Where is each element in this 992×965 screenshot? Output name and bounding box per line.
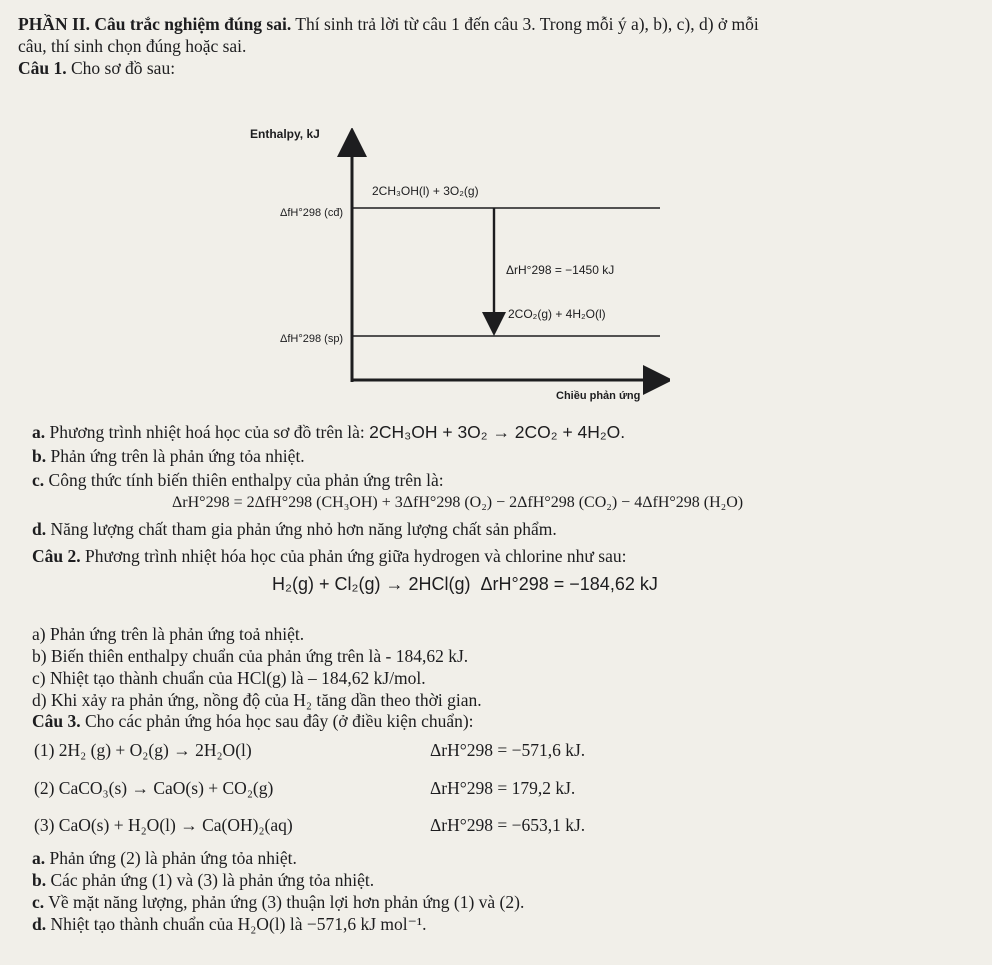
q1-c-text: Công thức tính biến thiên enthalpy của phản ứng trên là:	[44, 470, 444, 490]
q3-option-c	[32, 892, 524, 912]
q1-a-equation: 2CH₃OH + 3O₂ → 2CO₂ + 4H₂O.	[369, 422, 626, 442]
q3-reaction-2-enthalpy: ΔrH°298 = 179,2 kJ.	[430, 778, 576, 798]
product-level-label: ΔfH°298 (sp)	[280, 333, 344, 345]
q1-option-d	[32, 519, 557, 539]
enthalpy-diagram	[250, 128, 670, 404]
q3-reaction-2: (2) CaCO₃(s) → CaO(s) + CO₂(g)	[34, 778, 274, 798]
q2-option-b: b) Biến thiên enthalpy chuẩn của phản ứng trên là - 184,62 kJ.	[32, 646, 469, 666]
q1-b-text: Phản ứng trên là phản ứng tỏa nhiệt.	[46, 446, 305, 466]
q3-option-a	[32, 848, 297, 868]
q2-option-c: c) Nhiệt tạo thành chuẩn của HCl(g) là – 184,62 kJ/mol.	[32, 668, 426, 688]
q2-enthalpy: ΔrH°298 = −184,62 kJ	[480, 574, 658, 594]
q1-c-formula: ΔrH°298 = 2ΔfH°298 (CH₃OH) + 3ΔfH°298 (O₂) − 2ΔfH°298 (CO₂) − 4ΔfH°298 (H₂O)	[172, 494, 744, 511]
q1-label: Câu 1.	[18, 58, 67, 78]
q3-b-label: b.	[32, 870, 47, 890]
part-header-line-2	[18, 36, 246, 56]
q2-equation: H₂(g) + Cl₂(g) → 2HCl(g)	[272, 574, 471, 594]
q2-option-d: d) Khi xảy ra phản ứng, nồng độ của H₂ tăng dần theo thời gian.	[32, 690, 482, 710]
q1-option-b	[32, 446, 305, 466]
q3-a-text: Phản ứng (2) là phản ứng tỏa nhiệt.	[45, 848, 297, 868]
q1-option-a	[32, 422, 625, 442]
q3-text: Cho các phản ứng hóa học sau đây (ở điều kiện chuẩn):	[80, 711, 474, 731]
x-axis-label: Chiều phản ứng	[556, 390, 641, 402]
q2-text: Phương trình nhiệt hóa học của phản ứng giữa hydrogen và chlorine như sau:	[80, 546, 627, 566]
part-instructions-2: câu, thí sinh chọn đúng hoặc sai.	[18, 36, 247, 56]
q3-reaction-1-enthalpy: ΔrH°298 = −571,6 kJ.	[430, 740, 586, 760]
q1-option-c	[32, 470, 444, 490]
q3-d-label: d.	[32, 914, 47, 934]
reactants-label: 2CH₃OH(l) + 3O₂(g)	[372, 184, 479, 198]
q3-reaction-3-enthalpy: ΔrH°298 = −653,1 kJ.	[430, 815, 586, 835]
q1-heading	[18, 58, 175, 78]
q1-a-label: a.	[32, 422, 46, 442]
part-header-line-1	[18, 14, 759, 34]
q1-a-text: Phương trình nhiệt hoá học của sơ đồ trên là:	[45, 422, 370, 442]
q3-option-d	[32, 914, 426, 934]
reactant-level-label: ΔfH°298 (cđ)	[280, 207, 344, 219]
y-axis-label: Enthalpy, kJ	[250, 128, 320, 141]
q3-reaction-3: (3) CaO(s) + H₂O(l) → Ca(OH)₂(aq)	[34, 815, 293, 835]
q3-a-label: a.	[32, 848, 46, 868]
q3-reaction-1: (1) 2H₂ (g) + O₂(g) → 2H₂O(l)	[34, 740, 252, 760]
q3-b-text: Các phản ứng (1) và (3) là phản ứng tỏa nhiệt.	[46, 870, 375, 890]
q2-heading	[32, 546, 626, 566]
q2-equation-line	[272, 574, 658, 594]
products-label: 2CO₂(g) + 4H₂O(l)	[508, 307, 606, 321]
q3-heading	[32, 711, 474, 731]
q1-b-label: b.	[32, 446, 47, 466]
q3-option-b	[32, 870, 374, 890]
q2-label: Câu 2.	[32, 546, 81, 566]
q3-c-label: c.	[32, 892, 45, 912]
part-instructions-1: Thí sinh trả lời từ câu 1 đến câu 3. Trong mỗi ý a), b), c), d) ở mỗi	[291, 14, 759, 34]
delta-h-label: ΔrH°298 = −1450 kJ	[506, 263, 615, 277]
q1-c-label: c.	[32, 470, 45, 490]
q3-c-text: Về mặt năng lượng, phản ứng (3) thuận lợi hơn phản ứng (1) và (2).	[44, 892, 525, 912]
q3-label: Câu 3.	[32, 711, 81, 731]
q2-option-a: a) Phản ứng trên là phản ứng toả nhiệt.	[32, 624, 305, 644]
q1-text: Cho sơ đồ sau:	[66, 58, 176, 78]
q3-d-text: Nhiệt tạo thành chuẩn của H₂O(l) là −571,6 kJ mol⁻¹.	[46, 914, 427, 934]
q1-d-label: d.	[32, 519, 47, 539]
part-title: PHẦN II. Câu trắc nghiệm đúng sai.	[18, 14, 292, 34]
q1-d-text: Năng lượng chất tham gia phản ứng nhỏ hơn năng lượng chất sản phẩm.	[46, 519, 557, 539]
